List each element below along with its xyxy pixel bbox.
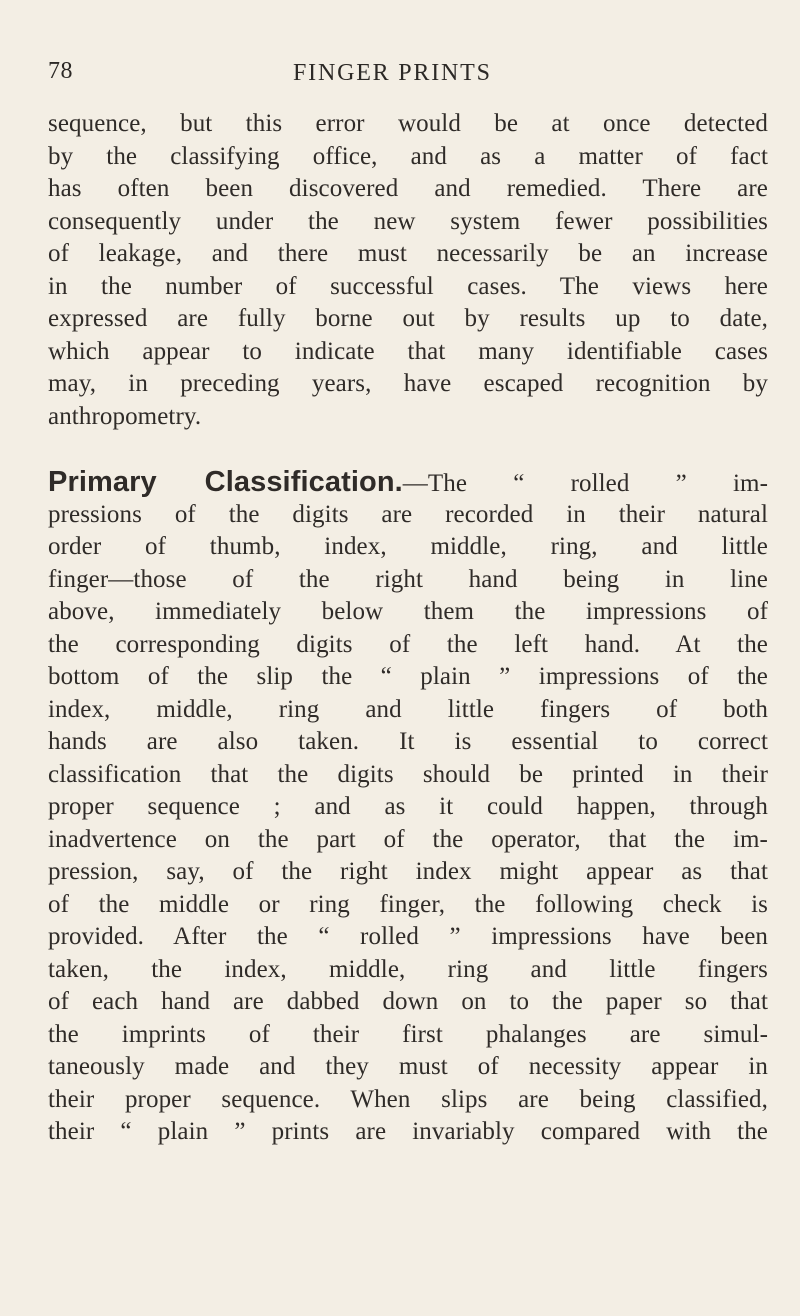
text-line: consequently under the new system fewer possibilities xyxy=(48,207,768,235)
text-line: of each hand are dabbed down on to the paper so that xyxy=(48,988,768,1015)
text-line: may, in preceding years, have escaped recognition by xyxy=(48,370,768,397)
text-line: their proper sequence. When slips are being classified, xyxy=(48,1085,768,1113)
text-line: of the middle or ring finger, the following check is xyxy=(48,890,768,918)
text-line: by the classifying office, and as a matter of fact xyxy=(48,142,768,170)
paragraph-1 xyxy=(48,108,768,433)
page-number: 78 xyxy=(48,58,73,84)
text-line: in the number of successful cases. The views here xyxy=(48,272,768,300)
text-line: index, middle, ring and little fingers of both xyxy=(48,695,768,723)
text-line: taneously made and they must of necessity appear in xyxy=(48,1053,768,1080)
text-line: anthropometry. xyxy=(48,402,202,430)
text-line: provided. After the “ rolled ” impressions have been xyxy=(48,923,768,950)
text-line: sequence, but this error would be at once detected xyxy=(48,110,768,137)
text-line: proper sequence ; and as it could happen, through xyxy=(48,793,768,820)
text-line: the corresponding digits of the left hand. At the xyxy=(48,630,768,658)
heading-line-text: —The “ rolled ” im- xyxy=(402,470,768,497)
page-header xyxy=(48,48,748,88)
text-line: hands are also taken. It is essential to correct xyxy=(48,728,768,755)
paragraph-spacer xyxy=(48,433,768,466)
text-line: taken, the index, middle, ring and little fingers xyxy=(48,955,768,983)
text-line: above, immediately below them the impressions of xyxy=(48,598,768,625)
heading-line xyxy=(48,466,768,499)
paragraph-2 xyxy=(48,466,768,1149)
text-line: classification that the digits should be printed in their xyxy=(48,760,768,788)
text-line: pression, say, of the right index might appear as that xyxy=(48,858,768,885)
text-line: has often been discovered and remedied. There are xyxy=(48,175,768,202)
text-line: which appear to indicate that many identifiable cases xyxy=(48,337,768,365)
text-line: inadvertence on the part of the operator, that the im- xyxy=(48,825,768,853)
text-line: expressed are fully borne out by results up to date, xyxy=(48,305,768,332)
text-line: of leakage, and there must necessarily be an increase xyxy=(48,240,768,267)
page-body xyxy=(48,108,768,1149)
text-line: order of thumb, index, middle, ring, and little xyxy=(48,533,768,560)
text-line: pressions of the digits are recorded in their natural xyxy=(48,500,768,528)
text-line: the imprints of their first phalanges are simul- xyxy=(48,1020,768,1048)
running-head: FINGER PRINTS xyxy=(293,60,492,86)
text-line: finger—those of the right hand being in line xyxy=(48,565,768,593)
section-heading: Primary Classification. xyxy=(48,466,403,498)
text-line: their “ plain ” prints are invariably compared with the xyxy=(48,1118,768,1145)
text-line: bottom of the slip the “ plain ” impressions of the xyxy=(48,663,768,690)
